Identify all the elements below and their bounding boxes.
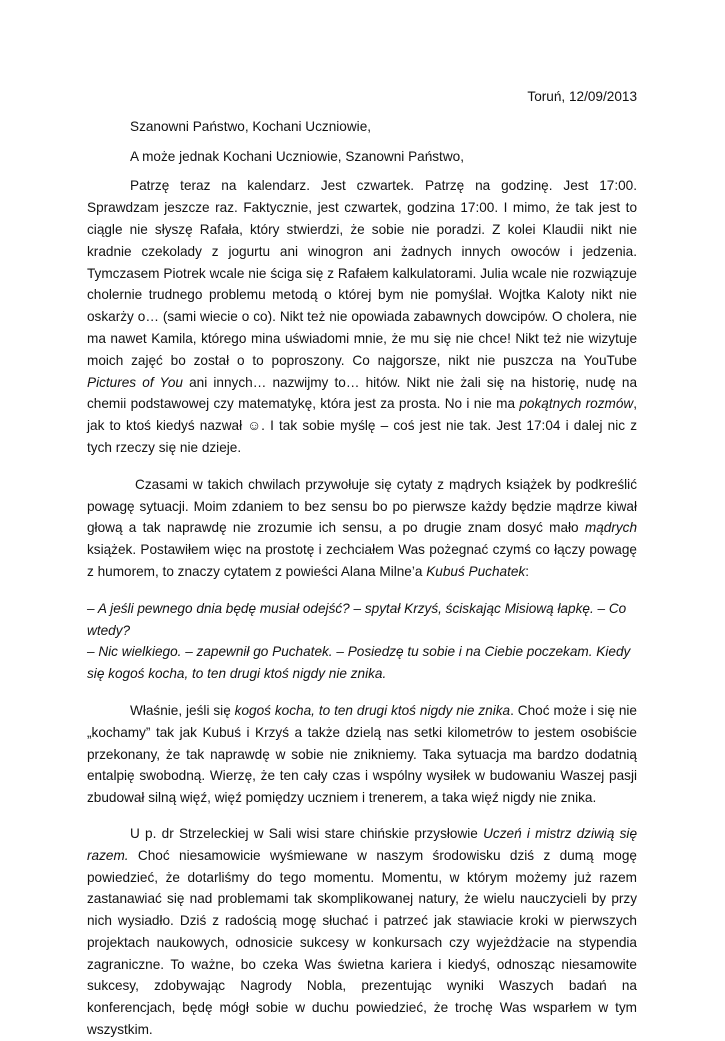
paragraph-3-italic-b: kogoś kocha, to ten drugi ktoś nigdy nie znika	[234, 702, 511, 718]
paragraph-2-italic-b: mądrych	[584, 520, 637, 536]
paragraph-2-italic-d: Kubuś Puchatek	[426, 563, 526, 579]
paragraph-1-italic-b: Pictures of You	[87, 374, 183, 390]
paragraph-4-text-c: Choć niesamowicie wyśmiewane w naszym środowisku dziś z dumą mogę powiedzieć, że dotarliśmy do tego momentu. Momentu, w którym możemy już razem zastanawiać się nad problemami tak skomplikowanej natury, że wielu nauczycieli by przy nich wysiadło. Dziś z radością mogę słuchać i patrzeć jak stawiacie kroki w pierwszych projektach naukowych, odnosicie sukcesy w konkursach czy wyjeżdżacie na stypendia zagraniczne. To ważne, bo czeka Was świetna kariera i kiedyś, odnosząc niesamowite sukcesy, zdobywając Nagrody Nobla, prezentując wyniki Waszych badań na konferencjach, będę mógł sobie w duchu powiedzieć, że trochę Was wsparłem w tym wszystkim.	[87, 847, 637, 1038]
paragraph-4-text-a: U p. dr Strzeleckiej w Sali wisi stare chińskie przysłowie	[130, 825, 484, 841]
paragraph-2-text-a: Czasami w takich chwilach przywołuje się cytaty z mądrych książek by podkreślić powagę sytuacji. Moim zdaniem to bez sensu bo po pierwsze każdy będzie mądrze kiwał głową a tak naprawdę nie zrozumie ich sensu, a po drugie znam dosyć mało	[87, 476, 637, 536]
greeting-line-2: A może jednak Kochani Uczniowie, Szanowni Państwo,	[130, 148, 464, 164]
paragraph-4	[87, 823, 637, 1041]
paragraph-1-text-a: Patrzę teraz na kalendarz. Jest czwartek. Patrzę na godzinę. Jest 17:00. Sprawdzam jeszcze raz. Faktycznie, jest czwartek, godzina 17:00. I mimo, że tak jest to ciągle nie słyszę Rafała, który stwierdzi, że sobie nie poradzi. Z kolei Klaudii nikt nie kradnie czekolady z jogurtu ani winogron ani żadnych innych owoców i jedzenia. Tymczasem Piotrek wcale nie ściga się z Rafałem kalkulatorami. Julia wcale nie rozwiązuje cholernie trudnego problemu metodą o której bym nie pomyślał. Wojtka Kaloty nikt nie oskarży o… (sami wiecie o co). Nikt też nie opowiada zabawnych dowcipów. O cholera, nie ma nawet Kamila, którego mina uświadomi mnie, że mu się nie chce! Nikt też nie wizytuje moich zajęć bo został o to poproszony. Co najgorsze, nikt nie puszcza na YouTube	[87, 178, 637, 368]
paragraph-1-text-e: , jak to ktoś kiedyś nazwał ☺. I tak sobie myślę – coś jest nie tak. Jest 17:04 i dalej nic z tych rzeczy się nie dzieje.	[87, 396, 637, 455]
paragraph-3-text-a: Właśnie, jeśli się	[130, 702, 235, 718]
paragraph-2-text-c: książek. Postawiłem więc na prostotę i zechciałem Was pożegnać czymś co łączy powagę z humorem, to znaczy cytatem z powieści Alana Milne’a	[87, 542, 637, 579]
paragraph-2-text-e: :	[525, 563, 530, 579]
greeting-line-1: Szanowni Państwo, Kochani Uczniowie,	[130, 118, 372, 134]
letter-date: Toruń, 12/09/2013	[527, 89, 637, 104]
paragraph-2	[87, 474, 637, 583]
paragraph-3-text-c: . Choć może i się nie „kochamy” tak jak Kubuś i Krzyś a także dzielą nas setki kilometrów to jestem osobiście przekonany, że tak naprawdę w sobie nie znikniemy. Taka sytuacja ma bardzo dodatnią entalpię swobodną. Wierzę, że ten cały czas i wspólny wysiłek w budowaniu Waszej pasji zbudował silną więź, więź pomiędzy uczniem i trenerem, a taka więź nigdy nie znika.	[87, 702, 637, 806]
quote-line-1: – A jeśli pewnego dnia będę musiał odejść? – spytał Krzyś, ściskając Misiową łapkę. – Co wtedy?	[87, 600, 627, 638]
quote-line-2: – Nic wielkiego. – zapewnił go Puchatek. – Posiedzę tu sobie i na Ciebie poczekam. Kiedy się kogoś kocha, to ten drugi ktoś nigdy nie znika.	[87, 644, 631, 682]
paragraph-1-text-c: ani innych… nazwijmy to… hitów. Nikt nie żali się na historię, nudę na chemii podstawowej czy matematykę, która jest za prosta. No i nie ma	[87, 374, 638, 412]
paragraph-4-italic-b: Uczeń i mistrz dziwią się razem.	[87, 825, 638, 863]
winnie-quote	[87, 598, 637, 685]
paragraph-1-italic-d: pokątnych rozmów	[519, 396, 634, 412]
paragraph-1	[87, 175, 637, 458]
paragraph-3	[87, 700, 637, 809]
